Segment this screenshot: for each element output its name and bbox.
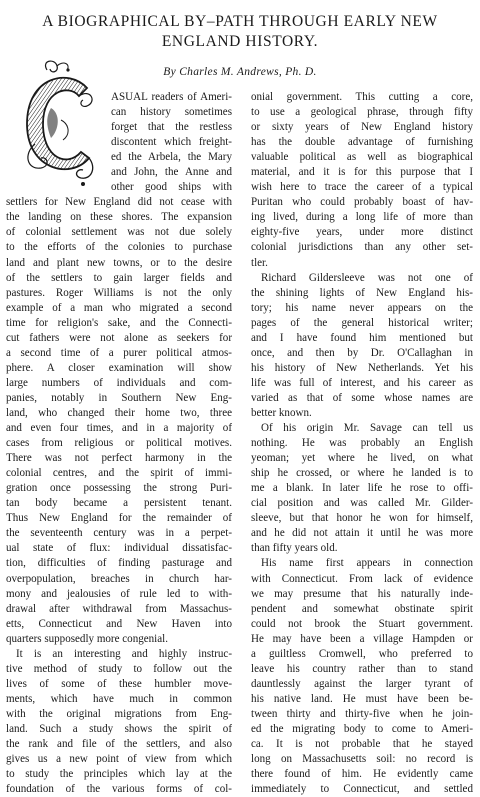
left-column-line: phere. A closer examination will show <box>6 361 232 374</box>
right-column-line: once, and then by Dr. O'Callaghan in <box>251 346 473 359</box>
left-column-line: tan body became a persistent tenant. <box>6 497 232 510</box>
right-column-line: tween thirty and thirty-five when he join- <box>251 707 473 720</box>
right-column-line: yeoman; yet where he lived, on what <box>251 452 473 465</box>
right-column-line: pages of the general historical writer; <box>251 316 473 329</box>
right-column-line: dauntlessly against the larger tyrant of <box>251 677 473 690</box>
right-column-line: varied as that of some whose names are <box>251 391 473 404</box>
left-column-line: lives of some of these humbler move- <box>6 677 232 690</box>
left-column-line: settlers for New England did not cease with <box>6 196 232 209</box>
right-column-line: has the double advantage of furnishing <box>251 136 473 149</box>
right-column-line: there found of him. He evidently came <box>251 768 473 781</box>
right-column-line: ship he crossed, or where he landed is to <box>251 467 473 480</box>
right-column-line: valuable political as well as biographical <box>251 151 473 164</box>
left-column-line: panies, notably in Southern New Eng- <box>6 391 232 404</box>
title-line-1: A BIOGRAPHICAL BY–PATH THROUGH EARLY NEW <box>42 13 438 30</box>
right-column-line: nothing. He was probably an English <box>251 437 473 450</box>
left-column-line: of the settlers to gain larger fields and <box>6 271 232 284</box>
right-column-line: or sixty years of New England history <box>251 121 473 134</box>
left-column-line: Thus New England for the remainder of <box>6 512 232 525</box>
right-column-line: long on Massachusetts soil: no record is <box>251 753 473 766</box>
right-column-line: eighty-five years, under more distinct <box>251 226 473 239</box>
left-column-line: the rank and file of the settlers, and also <box>6 738 232 751</box>
right-column-line: tory; his name never appears on the <box>251 301 473 314</box>
left-column-line: and even four times, and in a majority of <box>6 422 232 435</box>
right-column-line: Richard Gildersleeve was not one of <box>261 271 473 284</box>
article-column-left <box>6 90 232 797</box>
right-column-line: cial position and was called Mr. Gilder- <box>251 497 473 510</box>
right-column-line: to use a geological phrase, through fifty <box>251 106 473 119</box>
left-column-line: quarters supposedly more congenial. <box>6 632 168 645</box>
right-column-line: leave his country rather than to stand <box>251 662 473 675</box>
left-column-line: example of a man who migrated a second <box>6 301 232 314</box>
left-column-line: land, who changed their home two, three <box>6 406 232 419</box>
left-column-line: to study the principles which lay at the <box>6 768 232 781</box>
right-column-line: tler. <box>251 256 268 269</box>
left-column-line: discontent which freight- <box>111 136 232 149</box>
right-column-line: sleeve, but that honor he won for himself, <box>251 512 473 525</box>
left-column-line: a second time of a purer political atmos- <box>6 346 232 359</box>
left-column-line: of colonial settlement was not due solely <box>6 226 232 239</box>
left-column-line: tive method of study to follow out the <box>6 662 232 675</box>
left-column-line: with the original migrations from Eng- <box>6 707 232 720</box>
article-byline: By Charles M. Andrews, Ph. D. <box>163 66 317 78</box>
left-column-line: ASUAL readers of Ameri- <box>111 91 232 103</box>
right-column-line: his history of New Netherlands. Yet his <box>251 361 473 374</box>
right-column-line: colonial jurisdictions than any other set- <box>251 241 473 254</box>
right-column-line: with Connecticut. From lack of evidence <box>251 572 473 585</box>
left-column-line: gives us a new point of view from which <box>6 753 232 766</box>
left-column-line: etts, Connecticut and New Haven into <box>6 617 232 630</box>
left-column-line: large numbers of individuals and com- <box>6 376 232 389</box>
article-column-right <box>251 90 473 797</box>
left-column-line: pastures. Roger Williams is not the only <box>6 286 232 299</box>
left-column-line: other good ships with <box>111 181 232 194</box>
left-column-line: cases from religious or political motives. <box>6 437 232 450</box>
left-column-line: ed the Arbela, the Mary <box>111 151 232 164</box>
right-column-line: me a blank. In later life he rose to offi- <box>251 482 473 495</box>
left-column-line: cut fathers were not alone as seekers for <box>6 331 232 344</box>
article-title <box>0 12 480 52</box>
left-column-line: overpopulation, breaches in church har- <box>6 572 232 585</box>
left-column-line: It is an interesting and highly instruc- <box>16 647 232 660</box>
right-column-line: onial government. This cutting a core, <box>251 91 473 103</box>
left-column-line: to the efforts of the colonies to purchase <box>6 241 232 254</box>
right-column-line: immediately to Connecticut, and settled <box>251 783 473 796</box>
right-column-line: and he did not attain it until he was more <box>251 527 473 540</box>
left-column-line: foundation of the various forms of col- <box>6 783 232 796</box>
right-column-line: wish here to trace the career of a typical <box>251 181 473 194</box>
right-column-line: ing lived, during a long life of more than <box>251 211 473 224</box>
right-column-line: His name first appears in connection <box>261 557 473 570</box>
left-column-line: land. Such a study shows the spirit of <box>6 722 232 735</box>
right-column-line: pendent and somewhat obstinate spirit <box>251 602 473 615</box>
left-column-line: gration once possessing the strong Puri- <box>6 482 232 495</box>
right-column-line: material, and it is for this purpose that I <box>251 166 473 179</box>
left-column-line: ual state of flux: individual dissatisfac- <box>6 542 232 555</box>
right-column-line: the shining lights of New England his- <box>251 286 473 299</box>
left-column-line: drawal after withdrawal from Massachus- <box>6 602 232 615</box>
right-column-line: his native land. He must have been be- <box>251 692 473 705</box>
left-column-line: mony and jealousies of rule led to with- <box>6 587 232 600</box>
right-column-line: ed the migrating body to come to Ameri- <box>251 722 473 735</box>
left-column-line: can history sometimes <box>111 106 232 119</box>
title-line-2: ENGLAND HISTORY. <box>161 33 319 50</box>
right-column-line: better known. <box>251 406 312 419</box>
left-column-line: the seventeenth century was in a perpet- <box>6 527 232 540</box>
left-column-line: and John, the Anne and <box>111 166 232 179</box>
left-column-line: the landing on these shores. The expansion <box>6 211 232 224</box>
right-column-line: Puritan who could probably boast of hav- <box>251 196 473 209</box>
right-column-line: than fifty years old. <box>251 542 338 555</box>
left-column-line: forget that the restless <box>111 121 232 134</box>
left-column-line: time for religion's sake, and the Connecti- <box>6 316 232 329</box>
right-column-line: and I have found him mentioned but <box>251 331 473 344</box>
right-column-line: a guiltless Cromwell, who preferred to <box>251 647 473 660</box>
right-column-line: we may presume that his naturally inde- <box>251 587 473 600</box>
right-column-line: could not brook the Stuart government. <box>251 617 473 630</box>
left-column-line: There was not perfect harmony in the <box>6 452 232 465</box>
right-column-line: ca. It is not probable that he stayed <box>251 738 473 751</box>
left-column-line: ments, which have much in common <box>6 692 232 705</box>
right-column-line: Of his origin Mr. Savage can tell us <box>261 422 473 435</box>
left-column-line: colonial centres, and the spirit of immi- <box>6 467 232 480</box>
right-column-line: He may have been a village Hampden or <box>251 632 473 645</box>
left-column-line: land and plant new towns, or to the desire <box>6 256 232 269</box>
right-column-line: life was full of interest, and his career as <box>251 376 473 389</box>
left-column-line: tion, difficulties of finding pasturage and <box>6 557 232 570</box>
